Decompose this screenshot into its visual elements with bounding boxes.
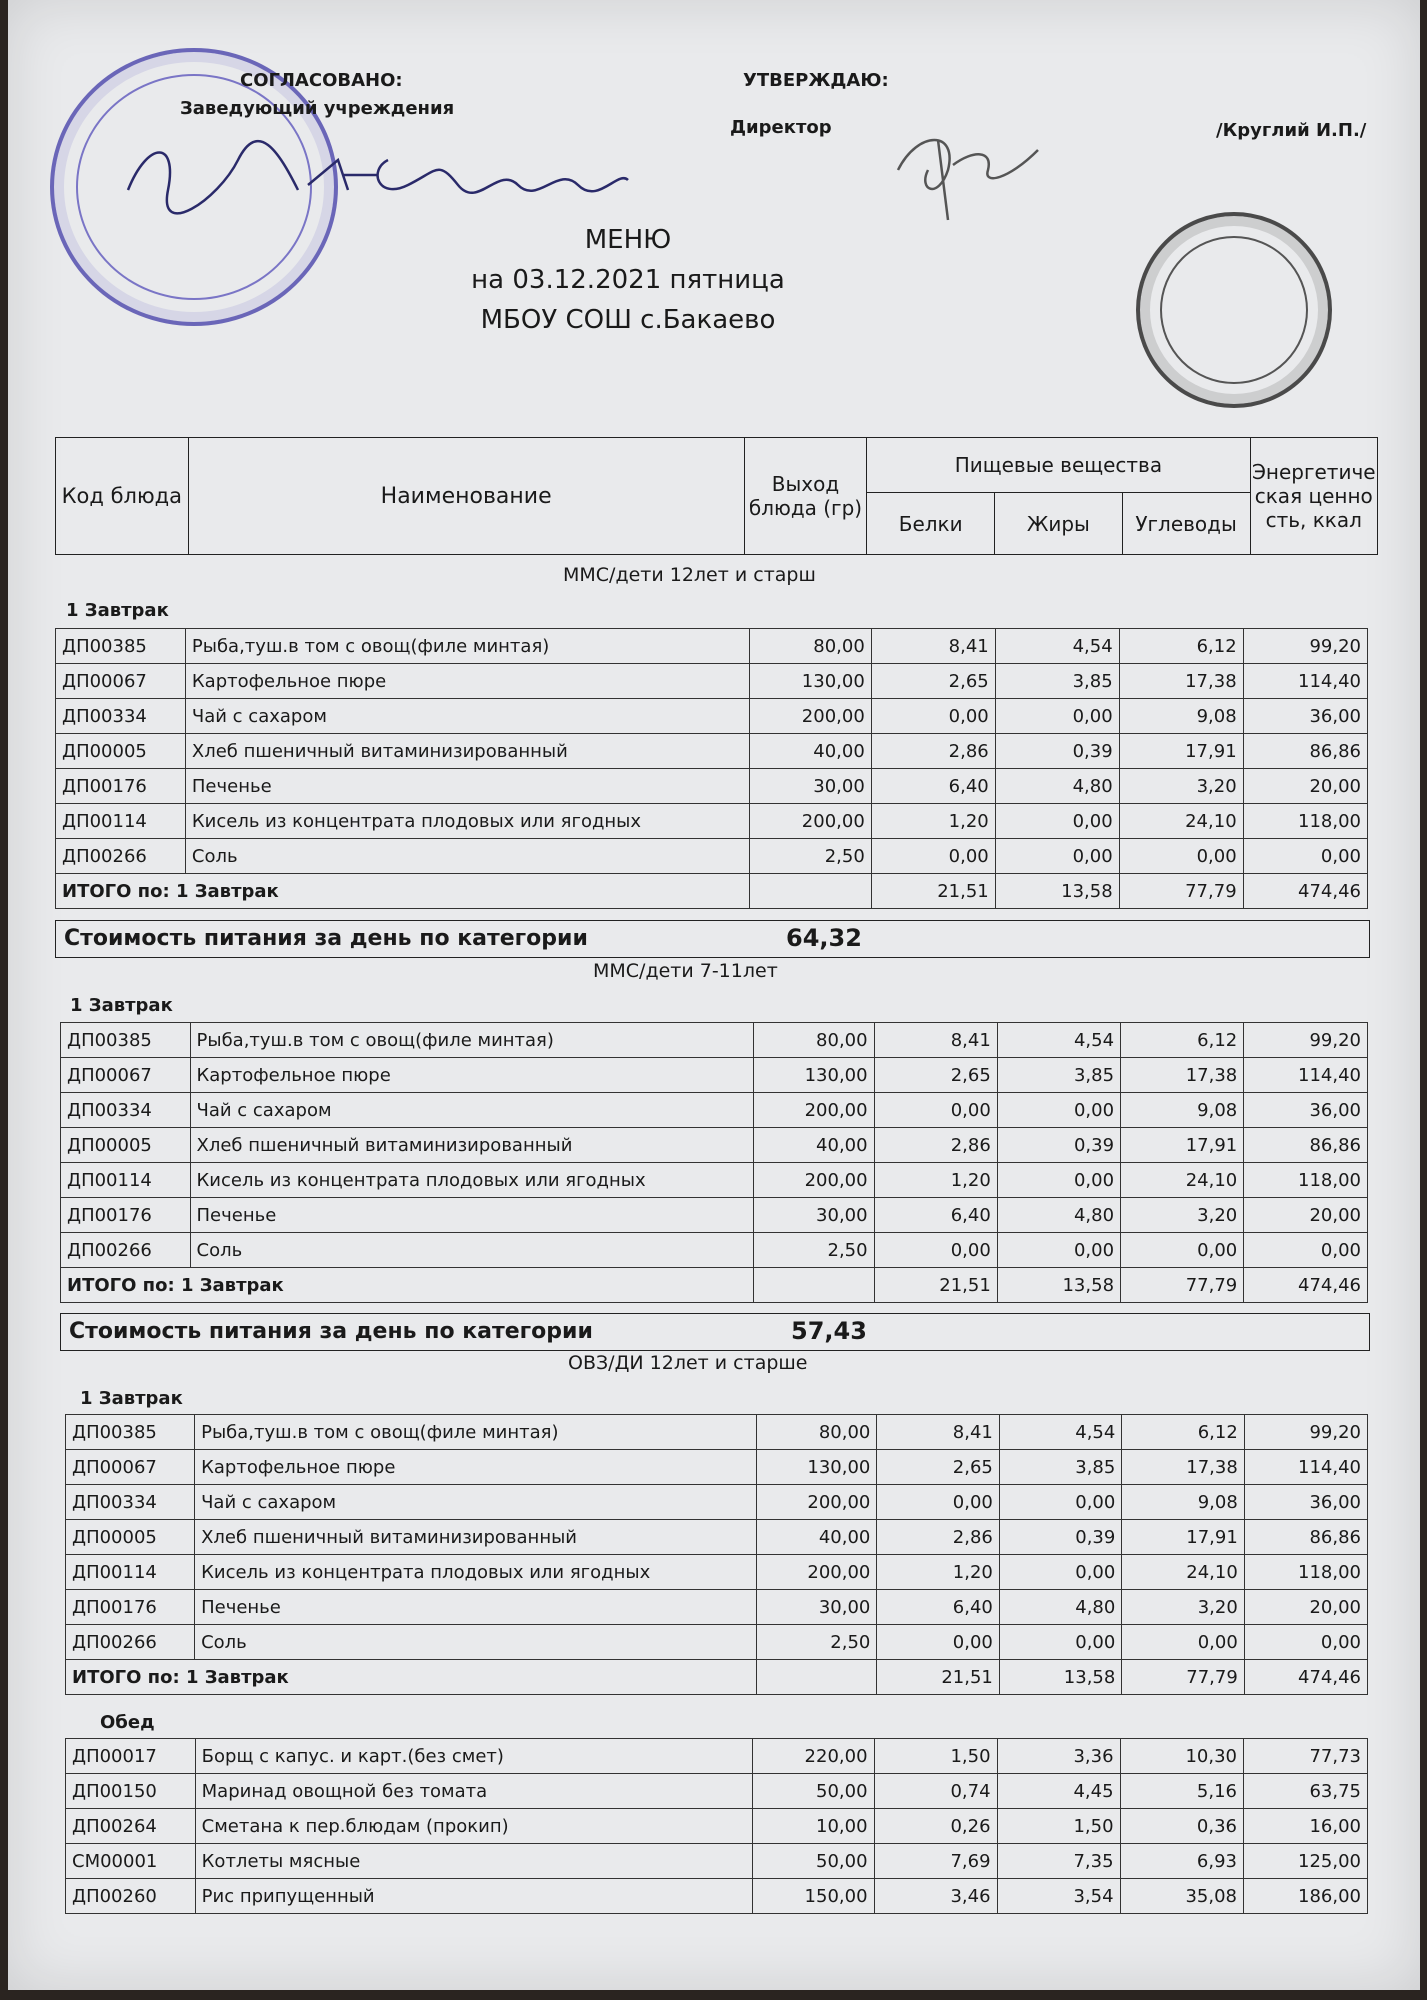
dish-yield: 80,00 <box>750 629 871 664</box>
dish-protein: 7,69 <box>874 1844 997 1879</box>
dish-energy: 99,20 <box>1244 1023 1368 1058</box>
dish-name: Картофельное пюре <box>190 1058 753 1093</box>
dish-protein: 8,41 <box>874 1023 997 1058</box>
dish-protein: 2,65 <box>874 1058 997 1093</box>
dish-fat: 4,80 <box>997 1198 1120 1233</box>
dish-protein: 6,40 <box>874 1198 997 1233</box>
dish-code: СМ00001 <box>66 1844 196 1879</box>
dish-carbs: 9,08 <box>1121 1093 1244 1128</box>
dish-yield: 30,00 <box>750 769 871 804</box>
section-title: ММС/дети 12лет и старш <box>563 564 816 586</box>
table-row <box>66 1844 1368 1879</box>
header-fat: Жиры <box>995 493 1123 555</box>
dish-fat: 4,80 <box>999 1590 1121 1625</box>
table-row <box>66 1739 1368 1774</box>
dish-code: ДП00067 <box>61 1058 191 1093</box>
total-carbs: 77,79 <box>1121 1268 1244 1303</box>
total-carbs: 77,79 <box>1119 874 1243 909</box>
dish-carbs: 3,20 <box>1121 1198 1244 1233</box>
dish-carbs: 0,00 <box>1121 1233 1244 1268</box>
meal-title: 1 Завтрак <box>80 1388 183 1409</box>
agreed-label: СОГЛАСОВАНО: <box>240 70 403 91</box>
dish-fat: 0,00 <box>999 1625 1121 1660</box>
dish-yield: 200,00 <box>750 804 871 839</box>
dish-fat: 0,00 <box>997 1093 1120 1128</box>
dish-protein: 6,40 <box>871 769 995 804</box>
menu-date: на 03.12.2021 пятница <box>471 265 785 295</box>
dish-fat: 4,54 <box>995 629 1119 664</box>
dish-carbs: 6,12 <box>1122 1415 1244 1450</box>
dish-energy: 36,00 <box>1243 699 1367 734</box>
dish-energy: 186,00 <box>1244 1879 1368 1914</box>
dish-code: ДП00334 <box>61 1093 191 1128</box>
dish-name: Картофельное пюре <box>185 664 749 699</box>
dish-energy: 0,00 <box>1243 839 1367 874</box>
dish-protein: 2,86 <box>874 1128 997 1163</box>
table-row <box>56 664 1368 699</box>
dish-yield: 10,00 <box>753 1809 874 1844</box>
dish-energy: 0,00 <box>1244 1625 1367 1660</box>
dish-fat: 4,54 <box>999 1415 1121 1450</box>
dish-fat: 0,00 <box>995 699 1119 734</box>
menu-table <box>65 1738 1368 1914</box>
dish-code: ДП00385 <box>66 1415 195 1450</box>
director-signature <box>878 110 1058 230</box>
dish-carbs: 17,38 <box>1119 664 1243 699</box>
dish-code: ДП00264 <box>66 1809 196 1844</box>
approve-label: УТВЕРЖДАЮ: <box>743 70 889 91</box>
dish-energy: 99,20 <box>1244 1415 1367 1450</box>
dish-fat: 4,80 <box>995 769 1119 804</box>
dish-protein: 0,00 <box>877 1485 999 1520</box>
agreed-signature <box>108 130 648 220</box>
dish-yield: 2,50 <box>750 839 871 874</box>
header-protein: Белки <box>867 493 995 555</box>
table-row <box>56 804 1368 839</box>
menu-table <box>55 628 1368 909</box>
total-yield <box>757 1660 877 1695</box>
dish-fat: 3,85 <box>997 1058 1120 1093</box>
dish-fat: 3,36 <box>997 1739 1120 1774</box>
dish-name: Котлеты мясные <box>195 1844 753 1879</box>
dish-fat: 3,54 <box>997 1879 1120 1914</box>
dish-name: Рыба,туш.в том с овощ(филе минтая) <box>195 1415 757 1450</box>
dish-fat: 4,54 <box>997 1023 1120 1058</box>
header-yield: Выход блюда (гр) <box>744 438 867 555</box>
total-row <box>56 874 1368 909</box>
dish-code: ДП00005 <box>56 734 186 769</box>
dish-name: Маринад овощной без томата <box>195 1774 753 1809</box>
dish-protein: 0,74 <box>874 1774 997 1809</box>
dish-name: Чай с сахаром <box>185 699 749 734</box>
dish-protein: 0,00 <box>871 699 995 734</box>
dish-yield: 30,00 <box>757 1590 877 1625</box>
dish-name: Печенье <box>185 769 749 804</box>
dish-protein: 1,50 <box>874 1739 997 1774</box>
dish-name: Соль <box>195 1625 757 1660</box>
dish-energy: 36,00 <box>1244 1093 1368 1128</box>
total-fat: 13,58 <box>999 1660 1121 1695</box>
dish-protein: 1,20 <box>871 804 995 839</box>
dish-fat: 0,39 <box>999 1520 1121 1555</box>
cost-value: 57,43 <box>791 1317 867 1345</box>
dish-name: Печенье <box>190 1198 753 1233</box>
table-row <box>56 699 1368 734</box>
table-row <box>56 629 1368 664</box>
table-row <box>66 1485 1368 1520</box>
meal-title: Обед <box>100 1712 155 1733</box>
dish-name: Борщ с капус. и карт.(без смет) <box>195 1739 753 1774</box>
dish-fat: 0,00 <box>999 1485 1121 1520</box>
table-row <box>66 1555 1368 1590</box>
dish-name: Рыба,туш.в том с овощ(филе минтая) <box>185 629 749 664</box>
dish-name: Картофельное пюре <box>195 1450 757 1485</box>
table-row <box>61 1058 1368 1093</box>
cost-row <box>60 1313 1370 1351</box>
dish-yield: 200,00 <box>757 1485 877 1520</box>
dish-name: Чай с сахаром <box>195 1485 757 1520</box>
dish-code: ДП00334 <box>56 699 186 734</box>
dish-carbs: 6,12 <box>1121 1023 1244 1058</box>
total-protein: 21,51 <box>874 1268 997 1303</box>
dish-name: Печенье <box>195 1590 757 1625</box>
total-fat: 13,58 <box>997 1268 1120 1303</box>
dish-code: ДП00150 <box>66 1774 196 1809</box>
table-row <box>66 1879 1368 1914</box>
dish-yield: 40,00 <box>757 1520 877 1555</box>
dish-yield: 220,00 <box>753 1739 874 1774</box>
dish-protein: 1,20 <box>874 1163 997 1198</box>
menu-table <box>60 1022 1368 1303</box>
header-name: Наименование <box>188 438 744 555</box>
menu-table <box>65 1414 1368 1695</box>
dish-yield: 80,00 <box>757 1415 877 1450</box>
cost-row <box>55 920 1370 958</box>
dish-code: ДП00260 <box>66 1879 196 1914</box>
dish-protein: 0,00 <box>874 1233 997 1268</box>
dish-carbs: 3,20 <box>1119 769 1243 804</box>
header-carbs: Углеводы <box>1122 493 1250 555</box>
dish-protein: 0,00 <box>877 1625 999 1660</box>
dish-fat: 0,00 <box>995 804 1119 839</box>
dish-protein: 8,41 <box>871 629 995 664</box>
dish-carbs: 17,38 <box>1121 1058 1244 1093</box>
dish-energy: 86,86 <box>1243 734 1367 769</box>
dish-protein: 2,65 <box>871 664 995 699</box>
dish-yield: 2,50 <box>757 1625 877 1660</box>
table-row <box>66 1520 1368 1555</box>
dish-protein: 0,00 <box>871 839 995 874</box>
total-label: ИТОГО по: 1 Завтрак <box>61 1268 754 1303</box>
dish-code: ДП00067 <box>56 664 186 699</box>
dish-code: ДП00114 <box>61 1163 191 1198</box>
dish-name: Кисель из концентрата плодовых или ягодных <box>185 804 749 839</box>
total-label: ИТОГО по: 1 Завтрак <box>66 1660 757 1695</box>
cost-label: Стоимость питания за день по категории <box>64 926 588 951</box>
dish-yield: 2,50 <box>753 1233 874 1268</box>
dish-yield: 200,00 <box>757 1555 877 1590</box>
dish-yield: 40,00 <box>753 1128 874 1163</box>
dish-fat: 0,39 <box>997 1128 1120 1163</box>
dish-carbs: 0,00 <box>1122 1625 1244 1660</box>
dish-fat: 0,00 <box>999 1555 1121 1590</box>
dish-fat: 4,45 <box>997 1774 1120 1809</box>
dish-protein: 3,46 <box>874 1879 997 1914</box>
total-label: ИТОГО по: 1 Завтрак <box>56 874 750 909</box>
dish-fat: 1,50 <box>997 1809 1120 1844</box>
total-yield <box>753 1268 874 1303</box>
dish-code: ДП00005 <box>61 1128 191 1163</box>
dish-name: Соль <box>190 1233 753 1268</box>
dish-code: ДП00067 <box>66 1450 195 1485</box>
dish-yield: 130,00 <box>757 1450 877 1485</box>
table-row <box>61 1023 1368 1058</box>
dish-yield: 200,00 <box>750 699 871 734</box>
table-row <box>66 1809 1368 1844</box>
dish-carbs: 35,08 <box>1120 1879 1243 1914</box>
dish-protein: 1,20 <box>877 1555 999 1590</box>
dish-protein: 6,40 <box>877 1590 999 1625</box>
section-title: ОВЗ/ДИ 12лет и старше <box>568 1352 808 1374</box>
dish-carbs: 24,10 <box>1122 1555 1244 1590</box>
total-carbs: 77,79 <box>1122 1660 1244 1695</box>
dish-yield: 200,00 <box>753 1163 874 1198</box>
table-row <box>66 1774 1368 1809</box>
dish-energy: 118,00 <box>1244 1163 1368 1198</box>
dish-code: ДП00176 <box>56 769 186 804</box>
dish-carbs: 3,20 <box>1122 1590 1244 1625</box>
dish-fat: 3,85 <box>999 1450 1121 1485</box>
dish-name: Соль <box>185 839 749 874</box>
table-row <box>66 1415 1368 1450</box>
dish-carbs: 17,91 <box>1122 1520 1244 1555</box>
dish-name: Рыба,туш.в том с овощ(филе минтая) <box>190 1023 753 1058</box>
dish-code: ДП00176 <box>66 1590 195 1625</box>
agreed-role: Заведующий учреждения <box>180 98 455 119</box>
dish-name: Хлеб пшеничный витаминизированный <box>190 1128 753 1163</box>
dish-carbs: 6,93 <box>1120 1844 1243 1879</box>
dish-carbs: 5,16 <box>1120 1774 1243 1809</box>
dish-protein: 2,86 <box>871 734 995 769</box>
table-row <box>61 1198 1368 1233</box>
dish-carbs: 24,10 <box>1121 1163 1244 1198</box>
director-label: Директор <box>730 117 832 138</box>
dish-fat: 0,00 <box>995 839 1119 874</box>
dish-protein: 0,00 <box>874 1093 997 1128</box>
dish-energy: 0,00 <box>1244 1233 1368 1268</box>
dish-carbs: 24,10 <box>1119 804 1243 839</box>
dish-energy: 114,40 <box>1244 1058 1368 1093</box>
total-fat: 13,58 <box>995 874 1119 909</box>
table-header <box>55 437 1378 555</box>
table-row <box>66 1450 1368 1485</box>
dish-protein: 8,41 <box>877 1415 999 1450</box>
dish-name: Кисель из концентрата плодовых или ягодных <box>195 1555 757 1590</box>
dish-name: Кисель из концентрата плодовых или ягодных <box>190 1163 753 1198</box>
dish-yield: 130,00 <box>750 664 871 699</box>
section-title: ММС/дети 7-11лет <box>593 960 778 982</box>
menu-title: МЕНЮ <box>584 225 672 255</box>
table-row <box>61 1093 1368 1128</box>
dish-name: Рис припущенный <box>195 1879 753 1914</box>
dish-name: Хлеб пшеничный витаминизированный <box>185 734 749 769</box>
dish-energy: 36,00 <box>1244 1485 1367 1520</box>
dish-code: ДП00266 <box>66 1625 195 1660</box>
dish-protein: 0,26 <box>874 1809 997 1844</box>
dish-protein: 2,86 <box>877 1520 999 1555</box>
dish-yield: 80,00 <box>753 1023 874 1058</box>
dish-code: ДП00005 <box>66 1520 195 1555</box>
table-row <box>61 1163 1368 1198</box>
dish-yield: 40,00 <box>750 734 871 769</box>
dish-code: ДП00334 <box>66 1485 195 1520</box>
table-row <box>56 769 1368 804</box>
dish-energy: 77,73 <box>1244 1739 1368 1774</box>
total-protein: 21,51 <box>871 874 995 909</box>
cost-value: 64,32 <box>786 924 862 952</box>
dish-name: Чай с сахаром <box>190 1093 753 1128</box>
table-row <box>61 1128 1368 1163</box>
dish-code: ДП00385 <box>56 629 186 664</box>
dish-protein: 2,65 <box>877 1450 999 1485</box>
dish-yield: 200,00 <box>753 1093 874 1128</box>
school-name: МБОУ СОШ с.Бакаево <box>480 305 776 335</box>
cost-label: Стоимость питания за день по категории <box>69 1319 593 1344</box>
dish-code: ДП00385 <box>61 1023 191 1058</box>
dish-energy: 20,00 <box>1244 1590 1367 1625</box>
dish-carbs: 0,36 <box>1120 1809 1243 1844</box>
director-stamp <box>1136 212 1332 408</box>
dish-yield: 130,00 <box>753 1058 874 1093</box>
dish-code: ДП00017 <box>66 1739 196 1774</box>
dish-energy: 114,40 <box>1243 664 1367 699</box>
dish-carbs: 0,00 <box>1119 839 1243 874</box>
dish-name: Сметана к пер.блюдам (прокип) <box>195 1809 753 1844</box>
dish-yield: 150,00 <box>753 1879 874 1914</box>
dish-code: ДП00266 <box>56 839 186 874</box>
dish-code: ДП00114 <box>66 1555 195 1590</box>
dish-energy: 86,86 <box>1244 1128 1368 1163</box>
header-nutrients: Пищевые вещества <box>867 438 1250 493</box>
dish-energy: 118,00 <box>1243 804 1367 839</box>
total-energy: 474,46 <box>1243 874 1367 909</box>
table-row <box>56 734 1368 769</box>
dish-code: ДП00266 <box>61 1233 191 1268</box>
dish-energy: 20,00 <box>1244 1198 1368 1233</box>
total-row <box>66 1660 1368 1695</box>
table-row <box>66 1625 1368 1660</box>
dish-fat: 3,85 <box>995 664 1119 699</box>
dish-energy: 118,00 <box>1244 1555 1367 1590</box>
dish-energy: 114,40 <box>1244 1450 1367 1485</box>
dish-energy: 86,86 <box>1244 1520 1367 1555</box>
dish-name: Хлеб пшеничный витаминизированный <box>195 1520 757 1555</box>
dish-yield: 50,00 <box>753 1844 874 1879</box>
dish-energy: 20,00 <box>1243 769 1367 804</box>
director-name: /Круглий И.П./ <box>1216 120 1367 141</box>
dish-carbs: 9,08 <box>1119 699 1243 734</box>
dish-yield: 50,00 <box>753 1774 874 1809</box>
dish-fat: 0,00 <box>997 1163 1120 1198</box>
dish-code: ДП00114 <box>56 804 186 839</box>
document-page <box>8 0 1420 1990</box>
total-protein: 21,51 <box>877 1660 999 1695</box>
dish-code: ДП00176 <box>61 1198 191 1233</box>
dish-fat: 7,35 <box>997 1844 1120 1879</box>
dish-carbs: 17,38 <box>1122 1450 1244 1485</box>
table-row <box>66 1590 1368 1625</box>
dish-energy: 99,20 <box>1243 629 1367 664</box>
table-row <box>56 839 1368 874</box>
dish-fat: 0,00 <box>997 1233 1120 1268</box>
total-energy: 474,46 <box>1244 1660 1367 1695</box>
dish-carbs: 9,08 <box>1122 1485 1244 1520</box>
dish-yield: 30,00 <box>753 1198 874 1233</box>
header-code: Код блюда <box>56 438 189 555</box>
dish-energy: 16,00 <box>1244 1809 1368 1844</box>
dish-carbs: 6,12 <box>1119 629 1243 664</box>
dish-carbs: 10,30 <box>1120 1739 1243 1774</box>
dish-energy: 125,00 <box>1244 1844 1368 1879</box>
dish-carbs: 17,91 <box>1121 1128 1244 1163</box>
total-row <box>61 1268 1368 1303</box>
dish-carbs: 17,91 <box>1119 734 1243 769</box>
dish-energy: 63,75 <box>1244 1774 1368 1809</box>
dish-fat: 0,39 <box>995 734 1119 769</box>
total-energy: 474,46 <box>1244 1268 1368 1303</box>
meal-title: 1 Завтрак <box>70 995 173 1016</box>
header-energy: Энергетическая ценность, ккал <box>1250 438 1377 555</box>
meal-title: 1 Завтрак <box>66 600 169 621</box>
total-yield <box>750 874 871 909</box>
table-row <box>61 1233 1368 1268</box>
